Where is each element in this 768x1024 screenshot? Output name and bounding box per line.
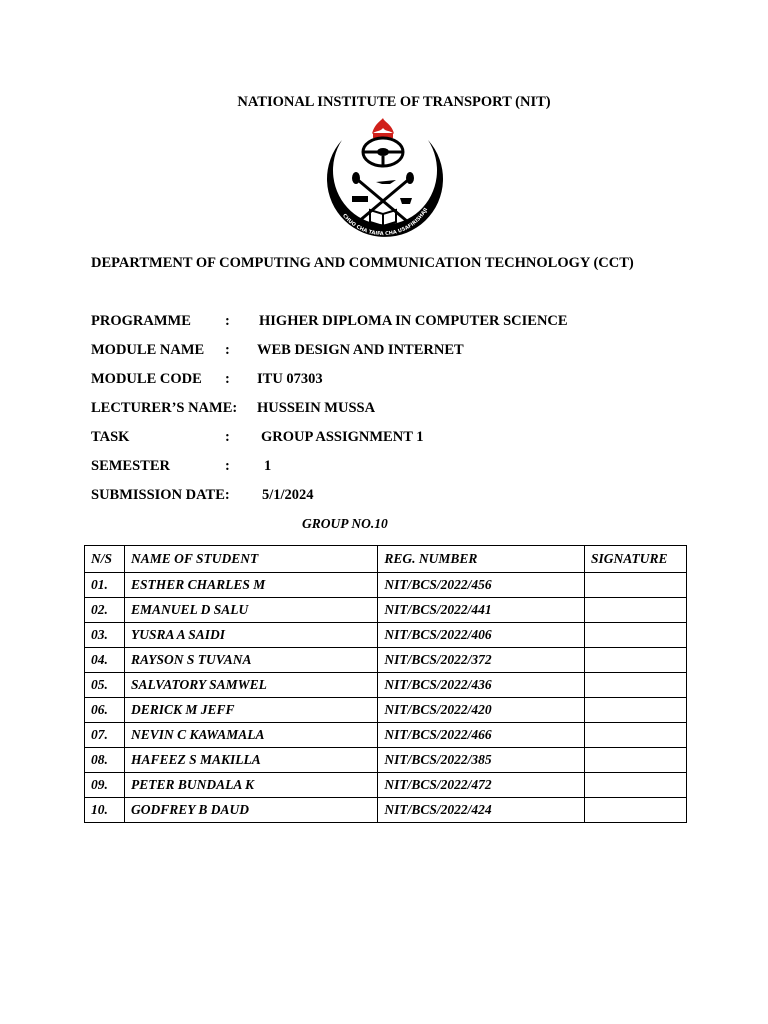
cell-reg: NIT/BCS/2022/472 [378,773,585,798]
cell-ns: 10. [85,798,125,823]
info-value-module-code: ITU 07303 [257,371,323,387]
cell-name: DERICK M JEFF [124,698,377,723]
info-value-lecturer: HUSSEIN MUSSA [257,400,376,416]
cell-name: YUSRA A SAIDI [124,623,377,648]
table-row [85,723,687,748]
logo-text: NIT [376,142,390,150]
table-row [85,698,687,723]
cell-reg: NIT/BCS/2022/456 [378,573,585,598]
header-ns: N/S [85,546,125,573]
cell-signature [585,798,687,823]
table-row [85,773,687,798]
cell-signature [585,723,687,748]
cell-ns: 06. [85,698,125,723]
cell-name: RAYSON S TUVANA [124,648,377,673]
info-label-programme: PROGRAMME [91,313,191,329]
info-label-submission-date: SUBMISSION DATE: [91,487,230,503]
svg-text:CHUO CHA TAIFA CHA USAFIRISHAJ [341,207,429,237]
table-row [85,748,687,773]
table-header-row [85,546,687,573]
info-colon-module-code: : [225,371,230,387]
header-name: NAME OF STUDENT [124,546,377,573]
cell-reg: NIT/BCS/2022/385 [378,748,585,773]
info-label-module-name: MODULE NAME [91,342,205,358]
cell-signature [585,623,687,648]
info-colon-semester: : [225,458,230,474]
info-colon-module-name: : [225,342,230,358]
table-row [85,798,687,823]
table-row [85,623,687,648]
cell-name: ESTHER CHARLES M [124,573,377,598]
cell-ns: 09. [85,773,125,798]
cell-reg: NIT/BCS/2022/420 [378,698,585,723]
header-signature: SIGNATURE [585,546,687,573]
cell-ns: 05. [85,673,125,698]
cell-signature [585,673,687,698]
info-colon-task: : [225,429,230,445]
cell-ns: 07. [85,723,125,748]
table-row [85,648,687,673]
info-value-semester: 1 [264,458,272,474]
cell-name: SALVATORY SAMWEL [124,673,377,698]
group-label: GROUP NO.10 [302,516,388,531]
table-row [85,573,687,598]
cell-reg: NIT/BCS/2022/424 [378,798,585,823]
department-title: DEPARTMENT OF COMPUTING AND COMMUNICATION TECHNOLOGY (CCT) [91,255,634,271]
institution-title: NATIONAL INSTITUTE OF TRANSPORT (NIT) [237,94,551,110]
cell-reg: NIT/BCS/2022/372 [378,648,585,673]
info-colon-programme: : [225,313,230,329]
cell-signature [585,698,687,723]
info-label-lecturer: LECTURER’S NAME: [91,400,238,416]
cell-ns: 01. [85,573,125,598]
students-table [84,545,687,823]
cell-signature [585,648,687,673]
header-reg-number: REG. NUMBER [378,546,585,573]
info-label-task: TASK [91,429,130,445]
cell-name: GODFREY B DAUD [124,798,377,823]
cell-ns: 03. [85,623,125,648]
info-label-module-code: MODULE CODE [91,371,202,387]
cell-reg: NIT/BCS/2022/441 [378,598,585,623]
cell-name: HAFEEZ S MAKILLA [124,748,377,773]
info-label-semester: SEMESTER [91,458,170,474]
cell-ns: 08. [85,748,125,773]
logo-motto: CHUO CHA TAIFA CHA USAFIRISHAJI [341,207,430,238]
nit-logo-icon [316,118,450,244]
info-value-submission-date: 5/1/2024 [262,487,314,503]
cell-signature [585,598,687,623]
cell-signature [585,748,687,773]
cell-reg: NIT/BCS/2022/436 [378,673,585,698]
cell-name: EMANUEL D SALU [124,598,377,623]
cell-name: NEVIN C KAWAMALA [124,723,377,748]
info-value-module-name: WEB DESIGN AND INTERNET [257,342,464,358]
cell-ns: 02. [85,598,125,623]
table-row [85,598,687,623]
info-value-task: GROUP ASSIGNMENT 1 [261,429,424,445]
cell-ns: 04. [85,648,125,673]
table-row [85,673,687,698]
cell-reg: NIT/BCS/2022/406 [378,623,585,648]
cell-name: PETER BUNDALA K [124,773,377,798]
cell-reg: NIT/BCS/2022/466 [378,723,585,748]
cell-signature [585,573,687,598]
cell-signature [585,773,687,798]
info-value-programme: HIGHER DIPLOMA IN COMPUTER SCIENCE [259,313,568,329]
